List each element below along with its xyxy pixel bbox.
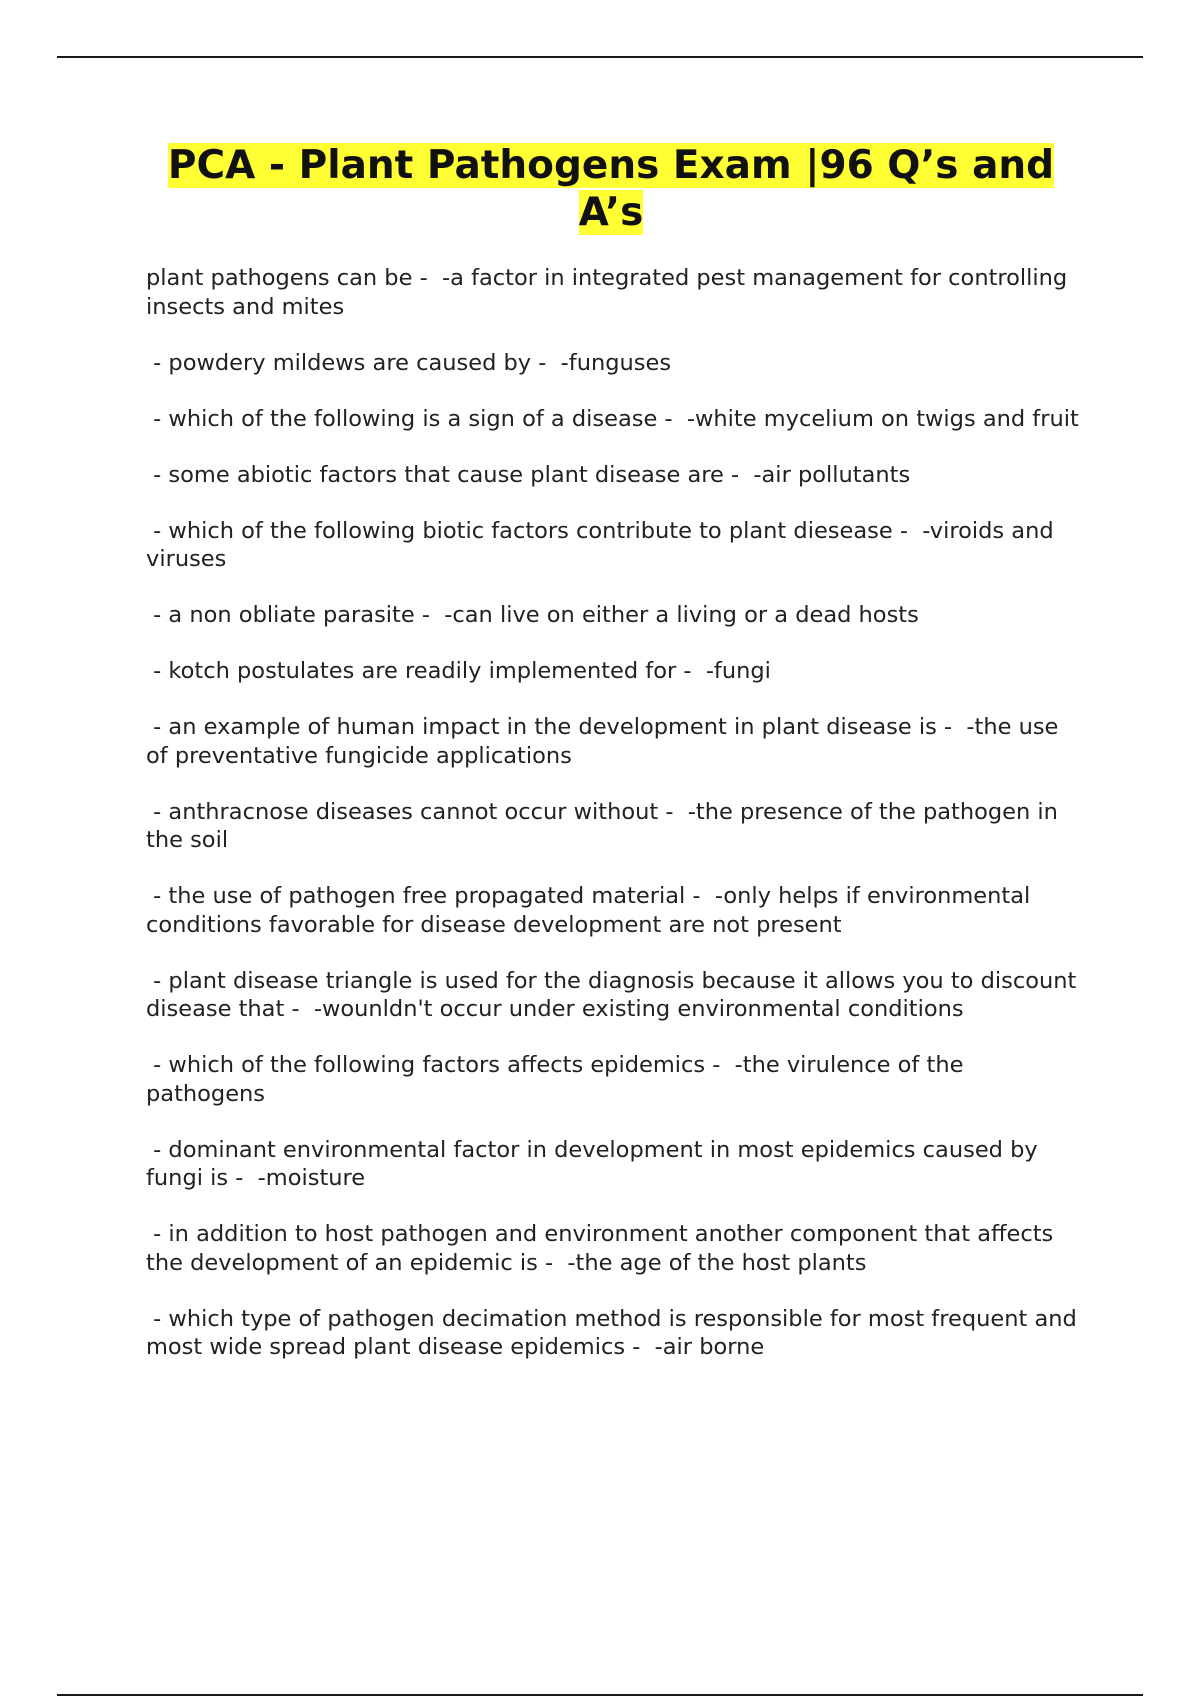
document-title: [146, 142, 1076, 236]
qa-item: - a non obliate parasite - -can live on either a living or a dead hosts: [146, 602, 919, 628]
qa-item: - which of the following factors affects epidemics - -the virulence of the pathogens: [146, 1052, 971, 1107]
qa-item: - which of the following is a sign of a disease - -white mycelium on twigs and fruit: [146, 405, 1079, 432]
qa-list: [146, 264, 1082, 1389]
qa-item: - which type of pathogen decimation method is responsible for most frequent and most wide spread plant disease epidemics - -air borne: [146, 1305, 1084, 1360]
qa-item: - the use of pathogen free propagated material - -only helps if environmental conditions favorable for disease development are not present: [146, 883, 1038, 938]
qa-item: - some abiotic factors that cause plant disease are - -air pollutants: [146, 461, 911, 488]
qa-item: - powdery mildews are caused by - -funguses: [146, 349, 672, 376]
qa-item: - in addition to host pathogen and environment another component that affects the development of an epidemic is - -the age of the host plants: [146, 1221, 1061, 1276]
qa-item: plant pathogens can be - -a factor in integrated pest management for controlling insects and mites: [146, 265, 1075, 320]
title-block: [146, 142, 1076, 236]
qa-item: - an example of human impact in the development in plant disease is - -the use of preventative fungicide applications: [146, 714, 1066, 769]
qa-item: - kotch postulates are readily implemented for - -fungi: [146, 658, 771, 684]
title-highlight: PCA - Plant Pathogens Exam |96 Q’s and A’s: [167, 143, 1055, 235]
qa-item: - anthracnose diseases cannot occur without - -the presence of the pathogen in the soil: [146, 798, 1066, 853]
qa-item: - plant disease triangle is used for the diagnosis because it allows you to discount disease that - -wounldn't occur under existing environmental conditions: [146, 967, 1084, 1022]
qa-item: - dominant environmental factor in development in most epidemics caused by fungi is - -moisture: [146, 1136, 1045, 1191]
footer-rule: [57, 1694, 1143, 1696]
header-rule: [57, 56, 1143, 58]
qa-item: - which of the following biotic factors contribute to plant diesease - -viroids and viruses: [146, 517, 1061, 572]
